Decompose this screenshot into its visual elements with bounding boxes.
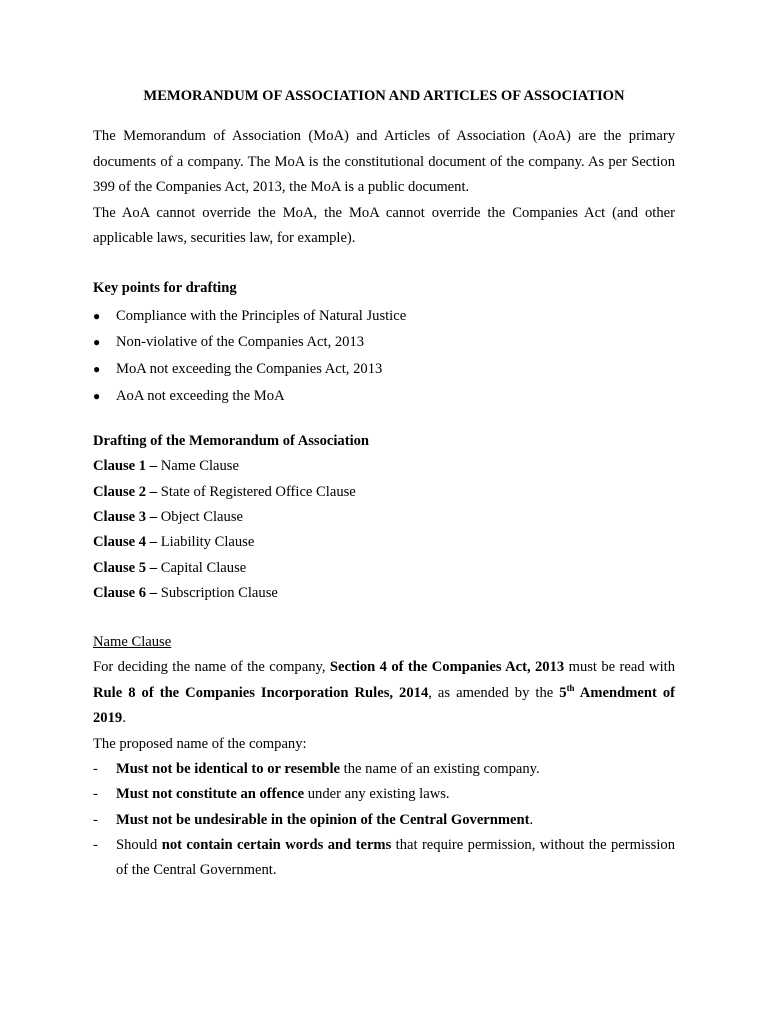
dash-icon: - — [93, 761, 98, 778]
clause-item: Clause 2 – State of Registered Office Clause — [93, 483, 356, 500]
list-item: - Should not contain certain words and terms that require permission, without the permission of the Central Government. — [93, 833, 675, 884]
clause-item: Clause 5 – Capital Clause — [93, 559, 247, 576]
dash-icon: - — [93, 811, 98, 828]
list-item: ● Compliance with the Principles of Natural Justice — [93, 303, 675, 330]
document-page — [93, 84, 675, 884]
clause-item: Clause 6 – Subscription Clause — [93, 584, 278, 601]
list-item: ● Non-violative of the Companies Act, 2013 — [93, 329, 675, 356]
clause-item: Clause 4 – Liability Clause — [93, 534, 255, 551]
clause-item: Clause 3 – Object Clause — [93, 508, 243, 525]
list-item: ● MoA not exceeding the Companies Act, 2013 — [93, 356, 675, 383]
name-clause-paragraph: For deciding the name of the company, Section 4 of the Companies Act, 2013 must be read with Rule 8 of the Companies Incorporation Rules, 2014, as amended by the 5th Amendment of 2019. — [93, 659, 675, 727]
intro-paragraph-1: The Memorandum of Association (MoA) and Articles of Association (AoA) are the primary documents of a company. The MoA is the constitutional document of the company. As per Section 399 of the Companies Act, 2013, the MoA is a public document. — [93, 128, 675, 195]
list-item: - Must not be undesirable in the opinion of the Central Government. — [93, 808, 675, 833]
list-item: - Must not be identical to or resemble the name of an existing company. — [93, 757, 675, 782]
bullet-icon: ● — [93, 335, 101, 350]
clause-item: Clause 1 – Name Clause — [93, 458, 239, 475]
bullet-icon: ● — [93, 361, 101, 376]
drafting-heading: Drafting of the Memorandum of Association — [93, 433, 370, 450]
name-clause-heading: Name Clause — [93, 634, 172, 651]
document-title: MEMORANDUM OF ASSOCIATION AND ARTICLES OF ASSOCIATION — [143, 88, 625, 104]
bullet-icon: ● — [93, 308, 101, 323]
intro-paragraph-2: The AoA cannot override the MoA, the MoA cannot override the Companies Act (and other applicable laws, securities law, for example). — [93, 204, 675, 246]
list-item: - Must not constitute an offence under any existing laws. — [93, 782, 675, 807]
dash-icon: - — [93, 786, 98, 803]
bullet-icon: ● — [93, 388, 101, 403]
proposed-name-intro: The proposed name of the company: — [93, 735, 307, 752]
list-item: ● AoA not exceeding the MoA — [93, 383, 675, 410]
name-requirements-list — [93, 757, 675, 883]
key-points-heading: Key points for drafting — [93, 279, 237, 296]
key-points-list — [93, 303, 675, 410]
dash-icon: - — [93, 836, 98, 853]
